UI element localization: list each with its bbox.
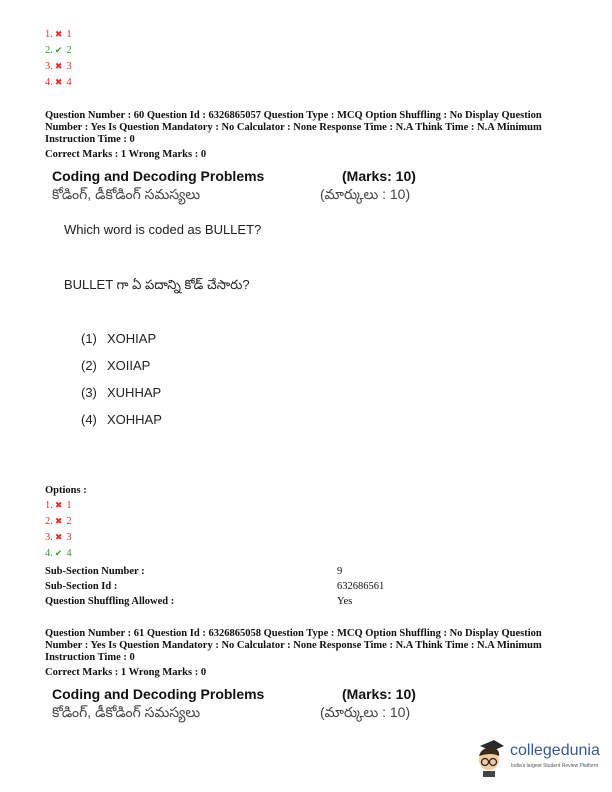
answer-choice: [81, 412, 162, 427]
option-value: 2: [66, 45, 72, 56]
choice-text: XOIIAP: [107, 358, 151, 373]
answer-choice: [81, 385, 161, 400]
choice-number: (1): [81, 331, 97, 346]
option-number: 1.: [45, 500, 53, 511]
option-value: 3: [66, 61, 72, 72]
cross-icon: ✖: [54, 29, 63, 39]
choice-number: (4): [81, 412, 97, 427]
option-number: 2.: [45, 45, 53, 56]
choice-text: XOHIAP: [107, 331, 157, 346]
mascot-icon: [474, 738, 508, 778]
option-4: [45, 77, 72, 88]
question-text: Which word is coded as BULLET?: [64, 222, 262, 237]
option-number: 3.: [45, 532, 53, 543]
option-3: [45, 532, 72, 543]
cross-icon: ✖: [54, 532, 63, 542]
option-value: 1: [66, 500, 72, 511]
subsection-label: Sub-Section Number :: [45, 566, 145, 577]
question-marks: Correct Marks : 1 Wrong Marks : 0: [45, 667, 207, 678]
options-label: Options :: [45, 485, 87, 496]
subsection-value: Yes: [337, 596, 353, 607]
subsection-label: Question Shuffling Allowed :: [45, 596, 175, 607]
question-meta: Question Number : 60 Question Id : 6326865057 Question Type : MCQ Option Shuffling : No Display Question Number : Yes Is Question Mandatory : No Calculator : None Response Time : N.A Think Time : N.A Minimum Instruction Time : 0: [45, 110, 542, 145]
collegedunia-logo: [474, 738, 612, 780]
answer-choice: [81, 358, 150, 373]
option-value: 4: [66, 548, 72, 559]
cross-icon: ✖: [54, 61, 63, 71]
choice-text: XOHHAP: [107, 412, 162, 427]
check-icon: ✔: [54, 45, 63, 55]
option-2: [45, 45, 72, 56]
question-text-telugu: BULLET గా ఏ పదాన్ని కోడ్ చేసారు?: [64, 277, 250, 292]
section-title: Coding and Decoding Problems: [52, 686, 265, 702]
question-marks: Correct Marks : 1 Wrong Marks : 0: [45, 149, 207, 160]
subsection-value: 632686561: [337, 581, 385, 592]
choice-text: XUHHAP: [107, 385, 162, 400]
section-marks: (Marks: 10): [342, 168, 416, 184]
choice-number: (2): [81, 358, 97, 373]
option-value: 3: [66, 532, 72, 543]
section-marks-telugu: (మార్కులు : 10): [320, 704, 411, 720]
answer-choice: [81, 331, 156, 346]
section-header: [52, 686, 422, 724]
choice-number: (3): [81, 385, 97, 400]
cross-icon: ✖: [54, 500, 63, 510]
cross-icon: ✖: [54, 516, 63, 526]
section-marks: (Marks: 10): [342, 686, 416, 702]
option-value: 4: [66, 77, 72, 88]
cross-icon: ✖: [54, 77, 63, 87]
option-number: 2.: [45, 516, 53, 527]
option-number: 3.: [45, 61, 53, 72]
option-number: 4.: [45, 548, 53, 559]
option-number: 4.: [45, 77, 53, 88]
option-number: 1.: [45, 29, 53, 40]
subsection-value: 9: [337, 566, 343, 577]
section-title-telugu: కోడింగ్, డీకోడింగ్ సమస్యలు: [52, 704, 201, 720]
subsection-label: Sub-Section Id :: [45, 581, 118, 592]
option-1: [45, 500, 72, 511]
option-1: [45, 29, 72, 40]
option-value: 2: [66, 516, 72, 527]
section-header: [52, 168, 422, 206]
section-title-telugu: కోడింగ్, డీకోడింగ్ సమస్యలు: [52, 186, 201, 202]
section-title: Coding and Decoding Problems: [52, 168, 265, 184]
option-2: [45, 516, 72, 527]
section-marks-telugu: (మార్కులు : 10): [320, 186, 411, 202]
option-4: [45, 548, 72, 559]
check-icon: ✔: [54, 548, 63, 558]
question-meta: Question Number : 61 Question Id : 6326865058 Question Type : MCQ Option Shuffling : No Display Question Number : Yes Is Question Mandatory : No Calculator : None Response Time : N.A Think Time : N.A Minimum Instruction Time : 0: [45, 628, 542, 663]
option-3: [45, 61, 72, 72]
logo-tagline: India's largest Student Review Platform: [511, 763, 599, 769]
option-value: 1: [66, 29, 72, 40]
logo-name: collegedunia: [510, 742, 600, 759]
